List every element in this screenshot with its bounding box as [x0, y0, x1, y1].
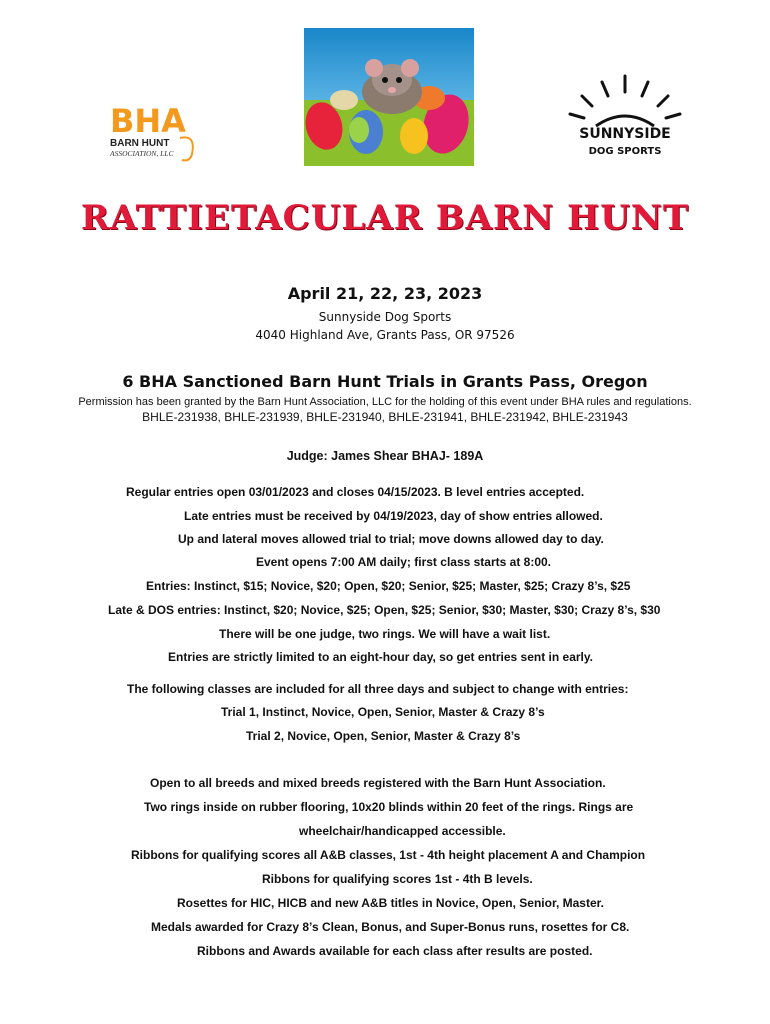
detail-line: Entries are strictly limited to an eight-hour day, so get entries sent in early.: [168, 650, 593, 664]
permission-note: Permission has been granted by the Barn Hunt Association, LLC for the holding of this event under BHA rules and regulations.: [78, 396, 692, 408]
rat-easter-eggs-photo: [304, 28, 474, 166]
sunnyside-logo: [560, 70, 690, 160]
info-line: Two rings inside on rubber flooring, 10x20 blinds within 20 feet of the rings. Rings are: [144, 800, 634, 814]
info-line: Ribbons for qualifying scores 1st - 4th B levels.: [262, 872, 533, 886]
bha-logo-line1: BARN HUNT: [110, 138, 170, 149]
detail-line: Regular entries open 03/01/2023 and closes 04/15/2023. B level entries accepted.: [126, 485, 585, 499]
classes-trial2: Trial 2, Novice, Open, Senior, Master & Crazy 8’s: [246, 729, 521, 743]
event-host: Sunnyside Dog Sports: [318, 310, 452, 324]
info-line: Medals awarded for Crazy 8’s Clean, Bonus, and Super-Bonus runs, rosettes for C8.: [151, 920, 630, 934]
info-line: Open to all breeds and mixed breeds registered with the Barn Hunt Association.: [150, 776, 606, 790]
bha-logo: [106, 98, 206, 164]
info-line: wheelchair/handicapped accessible.: [299, 824, 506, 838]
sun-arc-icon: [596, 116, 654, 126]
event-title: RATTIETACULAR BARN HUNT: [80, 198, 690, 238]
judge-line: Judge: James Shear BHAJ- 189A: [286, 449, 484, 463]
info-line: Ribbons for qualifying scores all A&B classes, 1st - 4th height placement A and Champion: [131, 848, 646, 862]
classes-intro: The following classes are included for all three days and subject to change with entries:: [127, 682, 629, 696]
bha-logo-brand: BHA: [110, 102, 186, 140]
bha-logo-line2: ASSOCIATION, LLC: [110, 149, 174, 158]
detail-line: Entries: Instinct, $15; Novice, $20; Open, $20; Senior, $25; Master, $25; Crazy 8’s, $25: [146, 579, 631, 593]
detail-line: There will be one judge, two rings. We will have a wait list.: [219, 627, 551, 641]
rat-tail-icon: [180, 137, 193, 160]
detail-line: Up and lateral moves allowed trial to trial; move downs allowed day to day.: [178, 532, 604, 546]
detail-line: Late & DOS entries: Instinct, $20; Novice, $25; Open, $25; Senior, $30; Master, $30; Crazy 8’s, $30: [108, 603, 661, 617]
trials-heading: 6 BHA Sanctioned Barn Hunt Trials in Grants Pass, Oregon: [122, 372, 648, 391]
info-line: Ribbons and Awards available for each class after results are posted.: [197, 944, 593, 958]
sunnyside-logo-line2: DOG SPORTS: [588, 146, 662, 157]
sunnyside-logo-line1: SUNNYSIDE: [579, 126, 671, 142]
detail-line: Event opens 7:00 AM daily; first class starts at 8:00.: [256, 555, 552, 569]
event-address: 4040 Highland Ave, Grants Pass, OR 97526: [255, 328, 515, 342]
event-dates: April 21, 22, 23, 2023: [287, 284, 483, 303]
detail-line: Late entries must be received by 04/19/2023, day of show entries allowed.: [184, 509, 603, 523]
info-line: Rosettes for HIC, HICB and new A&B titles in Novice, Open, Senior, Master.: [177, 896, 604, 910]
classes-trial1: Trial 1, Instinct, Novice, Open, Senior, Master & Crazy 8’s: [221, 705, 545, 719]
sun-rays-icon: [570, 76, 680, 118]
trial-numbers: BHLE-231938, BHLE-231939, BHLE-231940, BHLE-231941, BHLE-231942, BHLE-231943: [142, 410, 628, 424]
